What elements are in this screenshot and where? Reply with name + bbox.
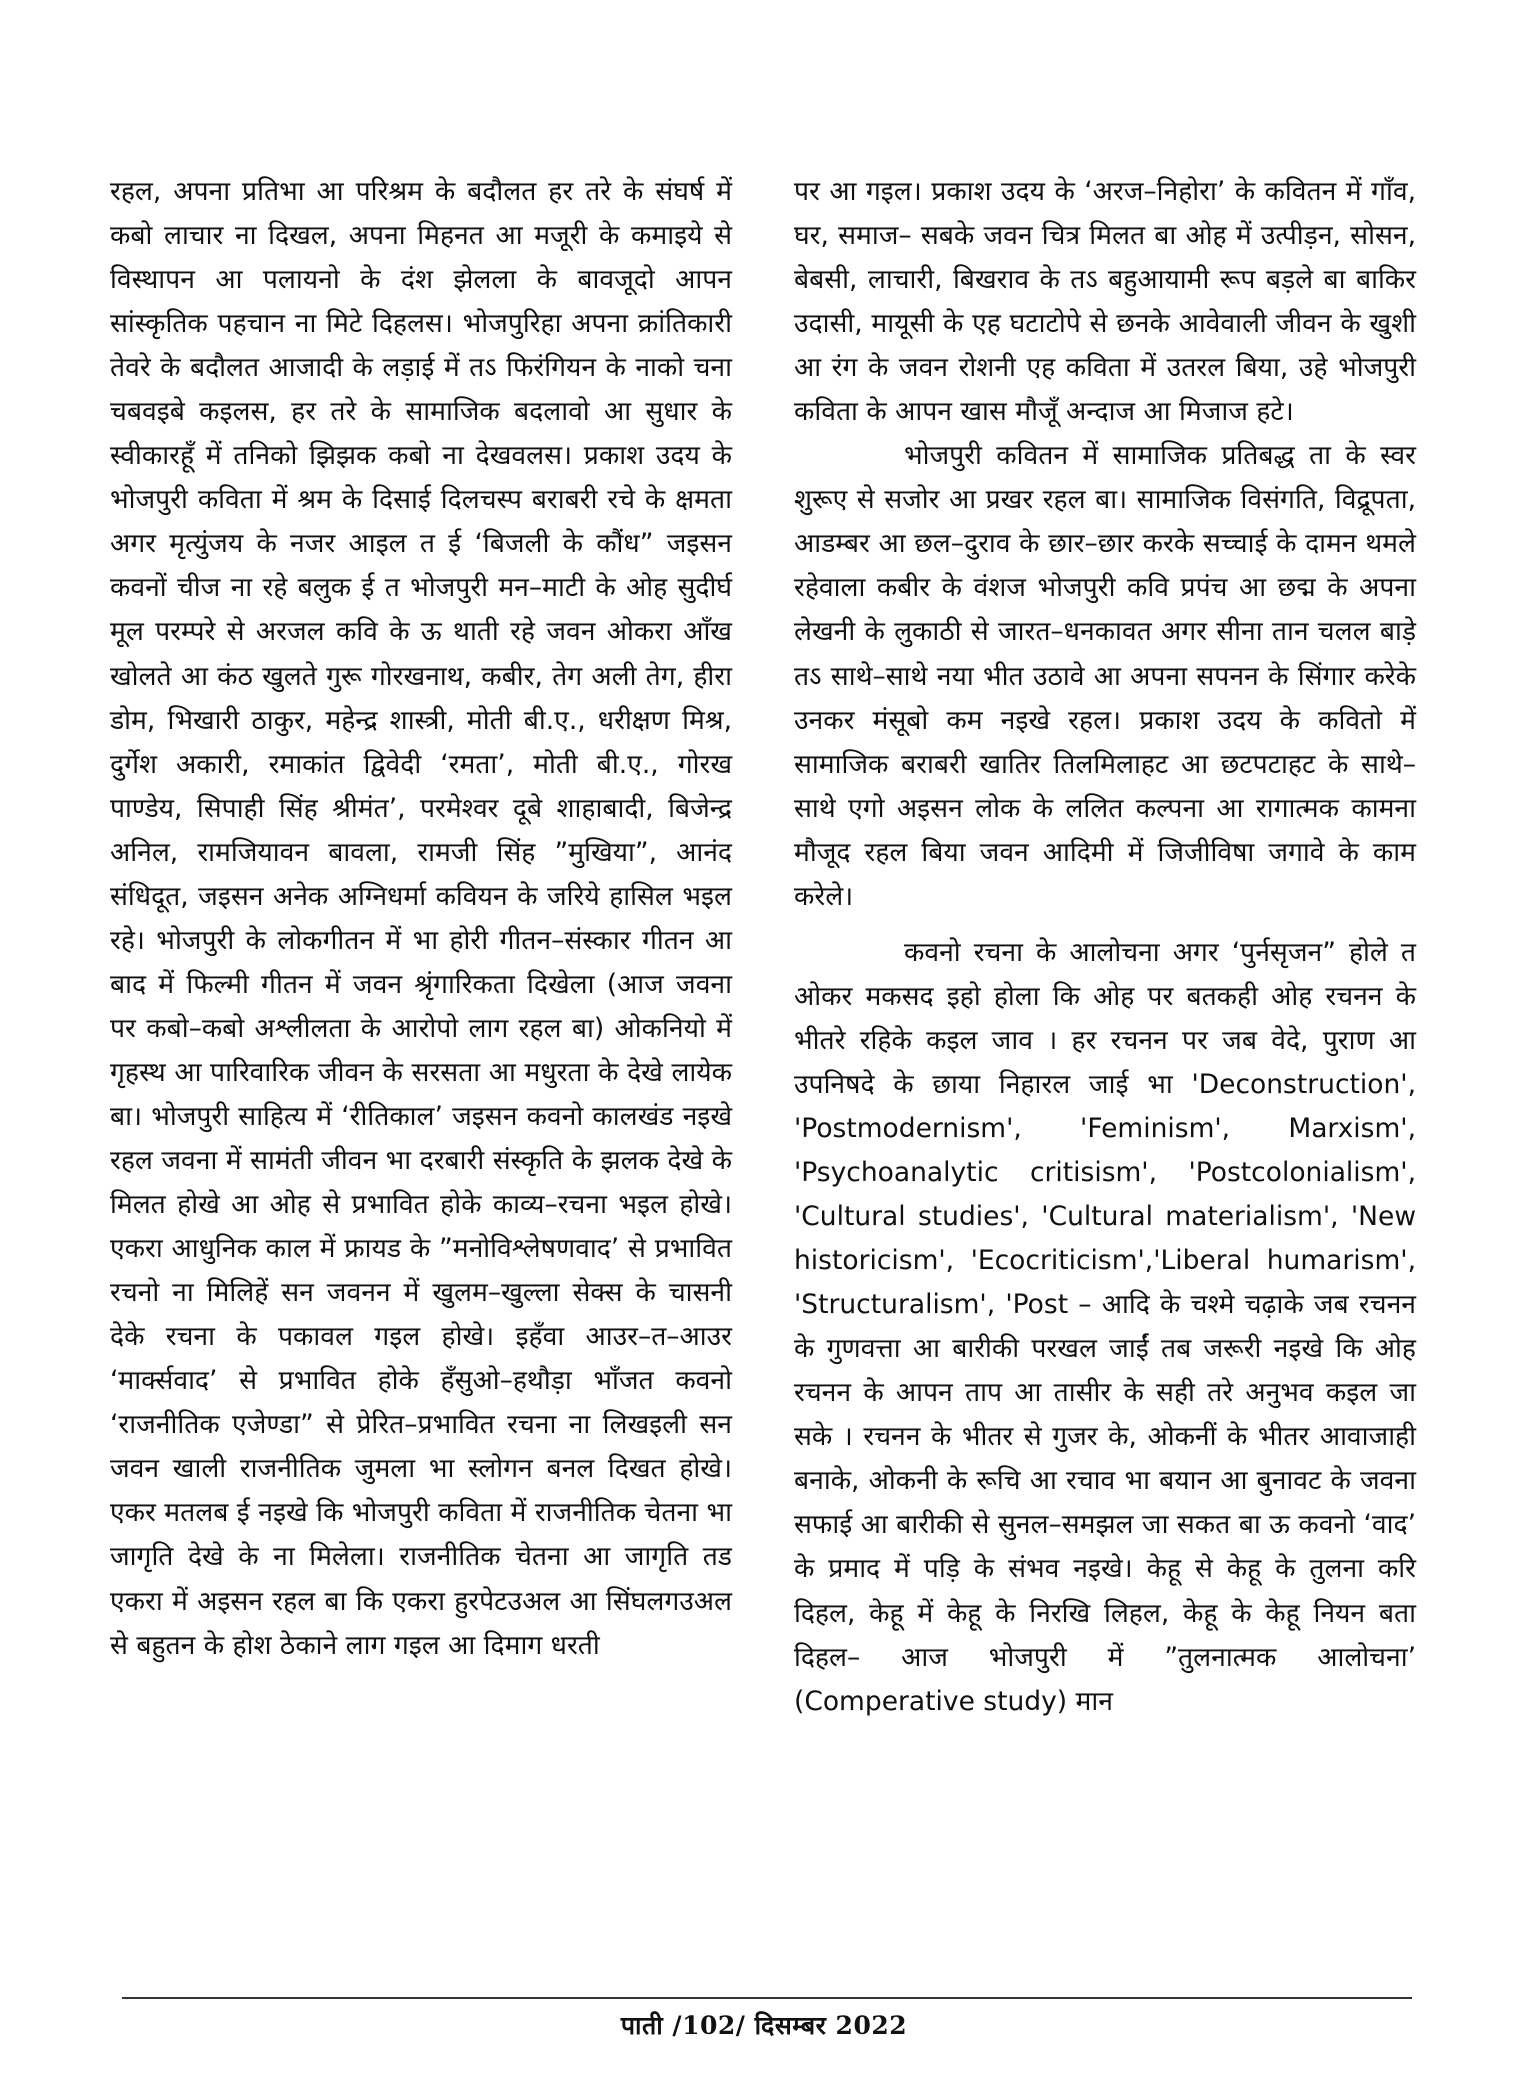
paragraph: पर आ गइल। प्रकाश उदय के ‘अरज–निहोरा’ के कवितन में गाँव, घर, समाज– सबके जवन चित्र मिलत बा ओह में उत्पीड़न, सोसन, बेबसी, लाचारी, बिखराव के तऽ बहुआयामी रूप बड़ले बा बाकिर उदासी, मायूसी के एह घटाटोपे से छनके आवेवाली जीवन के खुशी आ रंग के जवन रोशनी एह कविता में उतरल बिया, उहे भोजपुरी कविता के आपन खास मौजूँ अन्दाज आ मिजाज हटे।	[794, 176, 1416, 428]
right-column	[794, 170, 1416, 1724]
paragraph: भोजपुरी कवितन में सामाजिक प्रतिबद्ध ता के स्वर शुरूए से सजोर आ प्रखर रहल बा। सामाजिक विसंगति, विद्रूपता, आडम्बर आ छल–दुराव के छार–छार करके सच्चाई के दामन थमले रहेवाला कबीर के वंशज भोजपुरी कवि प्रपंच आ छद्म के अपना लेखनी के लुकाठी से जारत–धनकावत अगर सीना तान चलल बाड़े तऽ साथे–साथे नया भीत उठावे आ अपना सपनन के सिंगार करेके उनकर मंसूबो कम नइखे रहल। प्रकाश उदय के कवितो में सामाजिक बराबरी खातिर तिलमिलाहट आ छटपटाहट के साथे–साथे एगो अइसन लोक के ललित कल्पना आ रागात्मक कामना मौजूद रहल बिया जवन आदिमी में जिजीविषा जगावे के काम करेले।	[794, 440, 1416, 912]
paragraph: रहल, अपना प्रतिभा आ परिश्रम के बदौलत हर तरे के संघर्ष में कबो लाचार ना दिखल, अपना मिहनत आ मजूरी के कमाइये से विस्थापन आ पलायनो के दंश झेलला के बावजूदो आपन सांस्कृतिक पहचान ना मिटे दिहलस। भोजपुरिहा अपना क्रांतिकारी तेवरे के बदौलत आजादी के लड़ाई में तऽ फिरंगियन के नाको चना चबवइबे कइलस, हर तरे के सामाजिक बदलावो आ सुधार के स्वीकारहूँ में तनिको झिझक कबो ना देखवलस। प्रकाश उदय के भोजपुरी कविता में श्रम के दिसाई दिलचस्प बराबरी रचे के क्षमता अगर मृत्युंजय के नजर आइल त ई ‘बिजली के कौंध” जइसन कवनों चीज ना रहे बलुक ई त भोजपुरी मन–माटी के ओह सुदीर्घ मूल परम्परे से अरजल कवि के ऊ थाती रहे जवन ओकरा आँख खोलते आ कंठ खुलते गुरू गोरखनाथ, कबीर, तेग अली तेग, हीरा डोम, भिखारी ठाकुर, महेन्द्र शास्त्री, मोती बी.ए., धरीक्षण मिश्र, दुर्गेश अकारी, रमाकांत द्विवेदी ‘रमता’, मोती बी.ए., गोरख पाण्डेय, सिपाही सिंह श्रीमंत’, परमेश्वर दूबे शाहाबादी, बिजेन्द्र अनिल, रामजियावन बावला, रामजी सिंह ”मुखिया”, आनंद संधिदूत, जइसन अनेक अग्निधर्मा कवियन के जरिये हासिल भइल रहे। भोजपुरी के लोकगीतन में भा होरी गीतन–संस्कार गीतन आ बाद में फिल्मी गीतन में जवन श्रृंगारिकता दिखेला (आज जवना पर कबो–कबो अश्लीलता के आरोपो लाग रहल बा) ओकनियो में गृहस्थ आ पारिवारिक जीवन के सरसता आ मधुरता के देखे लायेक बा। भोजपुरी साहित्य में ‘रीतिकाल’ जइसन कवनो कालखंड नइखे रहल जवना में सामंती जीवन भा दरबारी संस्कृति के झलक देखे के मिलत होखे आ ओह से प्रभावित होके काव्य–रचना भइल होखे। एकरा आधुनिक काल में फ्रायड के ”मनोविश्लेषणवाद’ से प्रभावित रचनो ना मिलिहें सन जवनन में खुलम–खुल्ला सेक्स के चासनी देके रचना के पकावल गइल होखे। इहँवा आउर–त–आउर ‘मार्क्सवाद’ से प्रभावित होके हँसुओ–हथौड़ा भाँजत कवनो ‘राजनीतिक एजेण्डा” से प्रेरित–प्रभावित रचना ना लिखइली सन जवन खाली राजनीतिक जुमला भा स्लोगन बनल दिखत होखे। एकर मतलब ई नइखे कि भोजपुरी कविता में राजनीतिक चेतना भा जागृति देखे के ना मिलेला। राजनीतिक चेतना आ जागृति तड एकरा में अइसन रहल बा कि एकरा हुरपेटउअल आ सिंघलगउअल से बहुतन के होश ठेकाने लाग गइल आ दिमाग धरती	[110, 176, 732, 1661]
paragraph: कवनो रचना के आलोचना अगर ‘पुर्नसृजन” होले त ओकर मकसद इहो होला कि ओह पर बतकही ओह रचनन के भीतरे रहिके कइल जाव । हर रचनन पर जब वेदे, पुराण आ उपनिषदे के छाया निहारल जाई भा 'Deconstruction', 'Postmodernism', 'Feminism', Marxism', 'Psychoanalytic critisism', 'Postcolonialism', 'Cultural studies', 'Cultural materialism', 'New historicism', 'Ecocriticism','Liberal humarism', 'Structuralism', 'Post – आदि के चश्मे चढ़ाके जब रचनन के गुणवत्ता आ बारीकी परखल जाईं तब जरूरी नइखे कि ओह रचनन के आपन ताप आ तासीर के सही तरे अनुभव कइल जा सके । रचनन के भीतर से गुजर के, ओकनीं के भीतर आवाजाही बनाके, ओकनी के रूचि आ रचाव भा बयान आ बुनावट के जवना सफाई आ बारीकी से सुनल–समझल जा सकत बा ऊ कवनो ‘वाद’ के प्रमाद में पड़ि के संभव नइखे। केहू से केहू के तुलना करि दिहल, केहू में केहू के निरखि लिहल, केहू के केहू नियन बता दिहल– आज भोजपुरी में ”तुलनात्मक आलोचना’ (Comperative study) मान	[794, 936, 1416, 1717]
footer-divider	[122, 1997, 1412, 1999]
page-footer: पाती /102/ दिसम्बर 2022	[620, 2011, 908, 2040]
left-column	[110, 170, 732, 1668]
